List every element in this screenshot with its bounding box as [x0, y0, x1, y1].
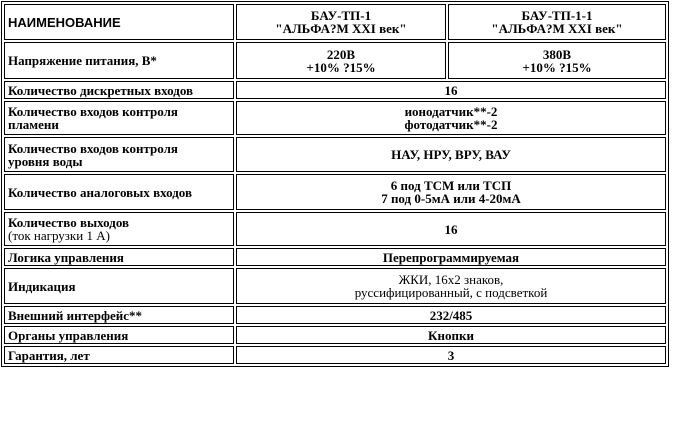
table-row [4, 306, 666, 324]
row-value [448, 42, 666, 79]
row-label [4, 101, 234, 135]
row-label: Органы управления [4, 326, 234, 344]
row-value-line: руссифицированный, с подсветкой [354, 285, 548, 300]
table-row [4, 137, 666, 172]
row-label-line: Количество входов контроля [8, 104, 178, 119]
row-value-line: ионодатчик**-2 [404, 104, 498, 119]
table-row [4, 212, 666, 246]
row-label: Гарантия, лет [4, 346, 234, 364]
model-1-header [236, 4, 446, 40]
row-value: Кнопки [236, 326, 666, 344]
row-value: 16 [236, 212, 666, 246]
row-value [236, 268, 666, 304]
row-label: Напряжение питания, В* [4, 42, 234, 79]
table-row [4, 101, 666, 135]
row-label-line: пламени [8, 117, 59, 132]
row-label: Логика управления [4, 248, 234, 266]
table-row [4, 248, 666, 266]
row-label [4, 212, 234, 246]
row-value-line: 6 под ТСМ или ТСП [390, 178, 512, 193]
model-1-series: "АЛЬФА?М XXI век" [275, 21, 407, 36]
model-2-series: "АЛЬФА?М XXI век" [491, 21, 623, 36]
row-value: 16 [236, 81, 666, 99]
row-label-line: уровня воды [8, 153, 83, 169]
voltage-tolerance: +10% ?15% [306, 59, 376, 75]
voltage-value: 220В [326, 46, 356, 62]
row-value-line: ЖКИ, 16х2 знаков, [398, 272, 504, 287]
table-row [4, 174, 666, 210]
row-label-note: (ток нагрузки 1 А) [8, 228, 110, 243]
row-value-line: фотодатчик**-2 [404, 117, 498, 132]
row-label: Индикация [4, 268, 234, 304]
table-row [4, 346, 666, 364]
row-label: Внешний интерфейс** [4, 306, 234, 324]
row-value: 232/485 [236, 306, 666, 324]
table-row [4, 81, 666, 99]
row-label-line: Количество выходов [8, 215, 130, 230]
row-value-line: 7 под 0-5мА или 4-20мА [381, 191, 521, 206]
table-row [4, 268, 666, 304]
header-row [4, 4, 666, 40]
voltage-tolerance: +10% ?15% [522, 59, 592, 75]
table-row [4, 42, 666, 79]
row-value: Перепрограммируемая [236, 248, 666, 266]
row-value: НАУ, НРУ, ВРУ, ВАУ [236, 137, 666, 172]
row-value [236, 42, 446, 79]
model-2-header [448, 4, 666, 40]
row-value [236, 101, 666, 135]
row-label: Количество аналоговых входов [4, 174, 234, 210]
model-1-name: БАУ-ТП-1 [310, 8, 372, 23]
voltage-value: 380В [542, 46, 572, 62]
spec-table [1, 1, 669, 367]
row-value: 3 [236, 346, 666, 364]
row-label: Количество дискретных входов [4, 81, 234, 99]
row-label-line: Количество входов контроля [8, 140, 178, 156]
row-label [4, 137, 234, 172]
model-2-name: БАУ-ТП-1-1 [521, 8, 593, 23]
table-row [4, 326, 666, 344]
name-header: НАИМЕНОВАНИЕ [4, 4, 234, 40]
row-value [236, 174, 666, 210]
